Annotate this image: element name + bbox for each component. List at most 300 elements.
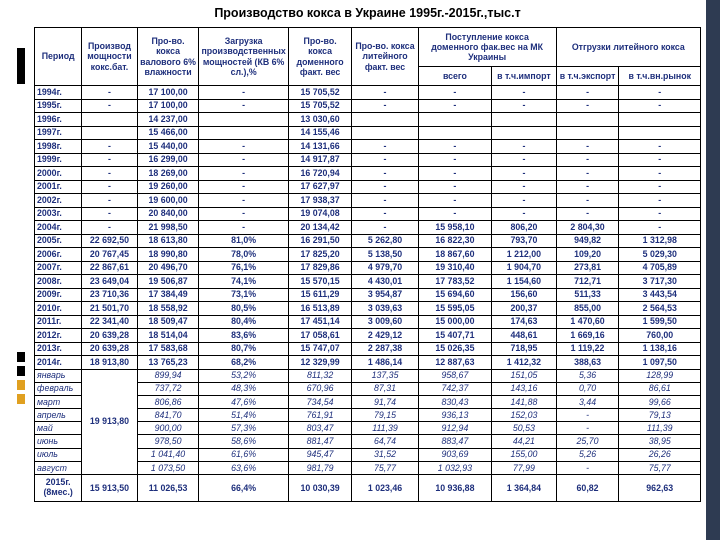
table-cell: - — [492, 167, 556, 181]
table-cell: 912,94 — [418, 422, 492, 435]
table-cell: 17 825,20 — [288, 248, 352, 262]
table-cell: - — [199, 86, 288, 100]
table-cell: 151,05 — [492, 369, 556, 382]
table-cell: - — [556, 180, 619, 194]
table-cell: 1 470,60 — [556, 315, 619, 329]
table-cell: - — [418, 194, 492, 208]
table-cell: 962,63 — [619, 475, 701, 502]
table-cell: 1 486,14 — [352, 356, 418, 370]
table-cell: 15 026,35 — [418, 342, 492, 356]
row-period-label: 2011г. — [35, 315, 82, 329]
table-cell: 15 705,52 — [288, 86, 352, 100]
table-cell: - — [556, 194, 619, 208]
table-cell — [619, 113, 701, 127]
table-cell: - — [82, 86, 137, 100]
table-cell: 156,60 — [492, 288, 556, 302]
table-cell: - — [418, 140, 492, 154]
table-cell: - — [352, 221, 418, 235]
table-cell: 80,7% — [199, 342, 288, 356]
col-header-shipments-export: в т.ч.экспорт — [556, 67, 619, 86]
table-cell — [418, 126, 492, 140]
table-row — [35, 356, 701, 370]
table-cell: 1 212,00 — [492, 248, 556, 262]
table-cell: 20 840,00 — [137, 207, 199, 221]
month-capacity-cell: 19 913,80 — [82, 369, 137, 475]
table-cell: 79,15 — [352, 409, 418, 422]
table-row — [35, 369, 701, 382]
table-cell: - — [619, 167, 701, 181]
row-period-label: 2009г. — [35, 288, 82, 302]
table-cell: 1 599,50 — [619, 315, 701, 329]
table-cell: 128,99 — [619, 369, 701, 382]
col-header-receipts-total: всего — [418, 67, 492, 86]
table-cell: 44,21 — [492, 435, 556, 448]
table-cell: 21 998,50 — [137, 221, 199, 235]
table-cell: - — [619, 221, 701, 235]
table-cell: 1 119,22 — [556, 342, 619, 356]
table-cell: 742,37 — [418, 382, 492, 395]
table-cell: 22 341,40 — [82, 315, 137, 329]
table-cell — [82, 126, 137, 140]
table-cell — [82, 113, 137, 127]
table-row — [35, 248, 701, 262]
table-cell: 2 287,38 — [352, 342, 418, 356]
table-cell: 760,00 — [619, 329, 701, 343]
row-month-label: январь — [35, 369, 82, 382]
table-cell: - — [199, 153, 288, 167]
table-cell: 23 710,36 — [82, 288, 137, 302]
table-cell — [492, 126, 556, 140]
table-cell: - — [492, 99, 556, 113]
table-cell: 48,3% — [199, 382, 288, 395]
row-period-label: 2013г. — [35, 342, 82, 356]
table-cell: - — [492, 180, 556, 194]
row-period-label: 2002г. — [35, 194, 82, 208]
row-period-label: 2010г. — [35, 302, 82, 316]
table-cell: - — [492, 153, 556, 167]
table-cell: 60,82 — [556, 475, 619, 502]
table-row — [35, 234, 701, 248]
col-header-shipments-domestic: в т.ч.вн.рынок — [619, 67, 701, 86]
table-cell: 141,88 — [492, 395, 556, 408]
col-header-period: Период — [35, 28, 82, 86]
row-period-label: 2005г. — [35, 234, 82, 248]
table-cell: 111,39 — [619, 422, 701, 435]
row-period-label: 2000г. — [35, 167, 82, 181]
table-cell: 81,0% — [199, 234, 288, 248]
table-cell: - — [556, 86, 619, 100]
table-cell: - — [82, 180, 137, 194]
table-cell: 15 000,00 — [418, 315, 492, 329]
table-cell: 64,74 — [352, 435, 418, 448]
col-header-shipments: Отгрузки литейного кокса — [556, 28, 700, 67]
table-cell: 137,35 — [352, 369, 418, 382]
table-cell: 811,32 — [288, 369, 352, 382]
table-cell: 15 958,10 — [418, 221, 492, 235]
table-cell: 87,31 — [352, 382, 418, 395]
table-cell — [556, 126, 619, 140]
table-cell: 1 154,60 — [492, 275, 556, 289]
table-cell: 18 558,92 — [137, 302, 199, 316]
table-row — [35, 329, 701, 343]
table-cell: 5 262,80 — [352, 234, 418, 248]
table-row — [35, 302, 701, 316]
table-cell: 17 100,00 — [137, 86, 199, 100]
table-row — [35, 99, 701, 113]
col-header-receipts: Поступление кокса доменного фак.вес на МК Украины — [418, 28, 556, 67]
table-cell: - — [619, 140, 701, 154]
table-cell: - — [352, 207, 418, 221]
table-cell: 20 767,45 — [82, 248, 137, 262]
table-cell: 68,2% — [199, 356, 288, 370]
table-cell: 19 074,08 — [288, 207, 352, 221]
table-cell: 881,47 — [288, 435, 352, 448]
table-cell: 5 029,30 — [619, 248, 701, 262]
table-cell: - — [82, 140, 137, 154]
table-cell: - — [556, 167, 619, 181]
row-period-label: 1998г. — [35, 140, 82, 154]
table-cell: 15 466,00 — [137, 126, 199, 140]
table-cell: 74,1% — [199, 275, 288, 289]
page-title: Производство кокса в Украине 1995г.-2015г.,тыс.т — [214, 6, 521, 20]
row-month-label: июль — [35, 448, 82, 461]
document-page — [34, 0, 701, 537]
table-row — [35, 275, 701, 289]
table-cell: - — [199, 167, 288, 181]
table-cell: 900,00 — [137, 422, 199, 435]
table-row — [35, 342, 701, 356]
table-cell: 1 041,40 — [137, 448, 199, 461]
table-row — [35, 180, 701, 194]
table-cell: - — [199, 194, 288, 208]
table-cell: 11 026,53 — [137, 475, 199, 502]
table-cell: 712,71 — [556, 275, 619, 289]
table-cell: 83,6% — [199, 329, 288, 343]
table-row — [35, 140, 701, 154]
table-cell: 47,6% — [199, 395, 288, 408]
coke-production-table — [34, 27, 701, 502]
table-cell: 21 501,70 — [82, 302, 137, 316]
table-cell: - — [82, 167, 137, 181]
decor-square-icon — [17, 352, 25, 362]
table-cell: 91,74 — [352, 395, 418, 408]
col-header-production: Про-во. кокса валового 6% влажности — [137, 28, 199, 86]
table-cell: 19 506,87 — [137, 275, 199, 289]
table-cell: - — [492, 194, 556, 208]
row-month-label: июнь — [35, 435, 82, 448]
table-cell: 75,77 — [352, 461, 418, 474]
row-period-label: 2015г. (8мес.) — [35, 475, 82, 502]
table-cell: 16 291,50 — [288, 234, 352, 248]
table-cell: 958,67 — [418, 369, 492, 382]
row-month-label: май — [35, 422, 82, 435]
table-cell: 25,70 — [556, 435, 619, 448]
row-period-label: 2004г. — [35, 221, 82, 235]
table-cell: 17 938,37 — [288, 194, 352, 208]
table-cell: 945,47 — [288, 448, 352, 461]
table-row — [35, 221, 701, 235]
table-cell: 17 583,68 — [137, 342, 199, 356]
table-row — [35, 153, 701, 167]
row-period-label: 2012г. — [35, 329, 82, 343]
col-header-capacity: Производ мощности кокс.бат. — [82, 28, 137, 86]
table-cell: 4 430,01 — [352, 275, 418, 289]
table-cell: 155,00 — [492, 448, 556, 461]
decor-square-icon — [17, 394, 25, 404]
table-cell: 19 310,40 — [418, 261, 492, 275]
table-cell — [352, 113, 418, 127]
table-cell: 18 867,60 — [418, 248, 492, 262]
table-cell: 12 887,63 — [418, 356, 492, 370]
table-cell: - — [199, 180, 288, 194]
table-cell: 38,95 — [619, 435, 701, 448]
table-cell: - — [82, 207, 137, 221]
table-cell: 803,47 — [288, 422, 352, 435]
table-cell: 1 412,32 — [492, 356, 556, 370]
table-body — [35, 86, 701, 502]
decor-square-icon — [17, 380, 25, 390]
table-cell: - — [352, 140, 418, 154]
table-cell: 16 513,89 — [288, 302, 352, 316]
table-cell: 57,3% — [199, 422, 288, 435]
table-cell: 734,54 — [288, 395, 352, 408]
table-row — [35, 113, 701, 127]
table-cell: 15 570,15 — [288, 275, 352, 289]
table-cell: 15 694,60 — [418, 288, 492, 302]
table-cell: 830,43 — [418, 395, 492, 408]
table-cell: 13 030,60 — [288, 113, 352, 127]
table-cell: 19 600,00 — [137, 194, 199, 208]
table-cell: 718,95 — [492, 342, 556, 356]
table-row-total-2015 — [35, 475, 701, 502]
table-cell: 5 138,50 — [352, 248, 418, 262]
table-cell: 1 904,70 — [492, 261, 556, 275]
table-cell: 4 979,70 — [352, 261, 418, 275]
table-cell — [556, 113, 619, 127]
col-header-load: Загрузка производственных мощностей (КВ 6% сл.),% — [199, 28, 288, 86]
table-cell: - — [352, 167, 418, 181]
table-cell: - — [619, 207, 701, 221]
table-cell: 17 451,14 — [288, 315, 352, 329]
table-cell: - — [556, 461, 619, 474]
table-cell: 63,6% — [199, 461, 288, 474]
table-cell: - — [418, 167, 492, 181]
table-cell: 14 131,66 — [288, 140, 352, 154]
decor-square-icon — [17, 366, 25, 376]
table-cell: 949,82 — [556, 234, 619, 248]
table-cell — [418, 113, 492, 127]
table-cell: 31,52 — [352, 448, 418, 461]
table-row — [35, 126, 701, 140]
table-cell: - — [352, 99, 418, 113]
table-cell: - — [418, 86, 492, 100]
table-cell: 18 514,04 — [137, 329, 199, 343]
table-cell: 78,0% — [199, 248, 288, 262]
table-cell: 17 100,00 — [137, 99, 199, 113]
table-cell: 20 134,42 — [288, 221, 352, 235]
table-cell: 14 917,87 — [288, 153, 352, 167]
table-cell: 20 639,28 — [82, 342, 137, 356]
table-cell: 855,00 — [556, 302, 619, 316]
row-period-label: 2008г. — [35, 275, 82, 289]
table-cell: 981,79 — [288, 461, 352, 474]
table-cell: 26,26 — [619, 448, 701, 461]
table-cell: 75,77 — [619, 461, 701, 474]
table-cell: 388,63 — [556, 356, 619, 370]
table-cell: - — [352, 194, 418, 208]
table-cell: 903,69 — [418, 448, 492, 461]
table-cell: 152,03 — [492, 409, 556, 422]
table-cell: - — [82, 99, 137, 113]
table-cell: 511,33 — [556, 288, 619, 302]
table-cell: 20 496,70 — [137, 261, 199, 275]
table-cell: 1 669,16 — [556, 329, 619, 343]
table-cell: 16 822,30 — [418, 234, 492, 248]
table-cell: 18 269,00 — [137, 167, 199, 181]
table-cell: 58,6% — [199, 435, 288, 448]
table-cell: - — [556, 207, 619, 221]
table-cell: 99,66 — [619, 395, 701, 408]
row-period-label: 2014г. — [35, 356, 82, 370]
table-cell: 13 765,23 — [137, 356, 199, 370]
table-cell: - — [82, 221, 137, 235]
table-cell: 15 747,07 — [288, 342, 352, 356]
table-cell: 10 030,39 — [288, 475, 352, 502]
table-cell: - — [619, 86, 701, 100]
table-cell: - — [199, 99, 288, 113]
table-cell: 73,1% — [199, 288, 288, 302]
table-cell: 15 913,50 — [82, 475, 137, 502]
slide-edge-band — [706, 0, 720, 540]
row-period-label: 1997г. — [35, 126, 82, 140]
table-row — [35, 86, 701, 100]
row-period-label: 2003г. — [35, 207, 82, 221]
table-cell: 4 705,89 — [619, 261, 701, 275]
table-cell: 936,13 — [418, 409, 492, 422]
table-cell: 15 407,71 — [418, 329, 492, 343]
col-header-domestic: Про-во. кокса доменного факт. вес — [288, 28, 352, 86]
table-cell: 761,91 — [288, 409, 352, 422]
table-cell: 14 155,46 — [288, 126, 352, 140]
table-cell: 51,4% — [199, 409, 288, 422]
table-cell: 793,70 — [492, 234, 556, 248]
table-cell — [199, 126, 288, 140]
table-cell: 3 717,30 — [619, 275, 701, 289]
table-cell: 806,20 — [492, 221, 556, 235]
row-month-label: август — [35, 461, 82, 474]
table-cell: 20 639,28 — [82, 329, 137, 343]
table-cell: 883,47 — [418, 435, 492, 448]
table-row — [35, 315, 701, 329]
col-header-receipts-import: в т.ч.импорт — [492, 67, 556, 86]
table-row — [35, 207, 701, 221]
table-cell: 2 429,12 — [352, 329, 418, 343]
table-cell: 53,2% — [199, 369, 288, 382]
table-cell: 15 611,29 — [288, 288, 352, 302]
row-period-label: 2006г. — [35, 248, 82, 262]
table-cell: - — [199, 140, 288, 154]
table-cell: 18 613,80 — [137, 234, 199, 248]
table-cell: 841,70 — [137, 409, 199, 422]
row-month-label: апрель — [35, 409, 82, 422]
table-cell: 143,16 — [492, 382, 556, 395]
table-cell — [492, 113, 556, 127]
table-cell: 448,61 — [492, 329, 556, 343]
table-cell: 14 237,00 — [137, 113, 199, 127]
table-cell: 16 299,00 — [137, 153, 199, 167]
table-cell: 1 364,84 — [492, 475, 556, 502]
table-cell: 10 936,88 — [418, 475, 492, 502]
table-cell: 1 073,50 — [137, 461, 199, 474]
table-cell: 5,26 — [556, 448, 619, 461]
table-row — [35, 194, 701, 208]
table-cell — [619, 126, 701, 140]
table-cell: - — [418, 153, 492, 167]
table-cell: 806,86 — [137, 395, 199, 408]
table-cell: - — [492, 86, 556, 100]
row-month-label: март — [35, 395, 82, 408]
table-cell: 2 804,30 — [556, 221, 619, 235]
table-row — [35, 261, 701, 275]
table-cell: 17 058,61 — [288, 329, 352, 343]
table-cell: 737,72 — [137, 382, 199, 395]
table-cell: 17 829,86 — [288, 261, 352, 275]
table-cell: 77,99 — [492, 461, 556, 474]
table-cell: 109,20 — [556, 248, 619, 262]
table-cell: 16 720,94 — [288, 167, 352, 181]
table-cell: 1 312,98 — [619, 234, 701, 248]
row-period-label: 1995г. — [35, 99, 82, 113]
table-cell: 3,44 — [556, 395, 619, 408]
table-cell: 18 509,47 — [137, 315, 199, 329]
table-cell: 200,37 — [492, 302, 556, 316]
table-cell: - — [556, 153, 619, 167]
table-cell: 3 039,63 — [352, 302, 418, 316]
row-period-label: 1999г. — [35, 153, 82, 167]
table-cell: - — [352, 86, 418, 100]
table-cell: - — [492, 140, 556, 154]
table-cell: 111,39 — [352, 422, 418, 435]
table-cell: 12 329,99 — [288, 356, 352, 370]
table-cell: - — [352, 180, 418, 194]
table-cell: 86,61 — [619, 382, 701, 395]
table-cell: 22 867,61 — [82, 261, 137, 275]
table-cell: 66,4% — [199, 475, 288, 502]
table-cell: 15 595,05 — [418, 302, 492, 316]
table-cell: - — [418, 99, 492, 113]
table-cell: - — [82, 153, 137, 167]
table-cell: 273,81 — [556, 261, 619, 275]
table-cell: 15 705,52 — [288, 99, 352, 113]
table-cell: 17 384,49 — [137, 288, 199, 302]
table-cell: 174,63 — [492, 315, 556, 329]
table-cell: 18 913,80 — [82, 356, 137, 370]
table-cell: 80,4% — [199, 315, 288, 329]
table-cell: 19 260,00 — [137, 180, 199, 194]
row-period-label: 1994г. — [35, 86, 82, 100]
col-header-foundry: Про-во. кокса литейного факт. вес — [352, 28, 418, 86]
table-cell: 22 692,50 — [82, 234, 137, 248]
table-row — [35, 167, 701, 181]
table-cell: - — [556, 409, 619, 422]
decor-bar-icon — [17, 48, 25, 84]
table-cell: - — [352, 153, 418, 167]
table-cell: - — [418, 180, 492, 194]
table-cell: - — [82, 194, 137, 208]
table-cell: 17 783,52 — [418, 275, 492, 289]
table-cell: 18 990,80 — [137, 248, 199, 262]
table-cell: - — [199, 207, 288, 221]
